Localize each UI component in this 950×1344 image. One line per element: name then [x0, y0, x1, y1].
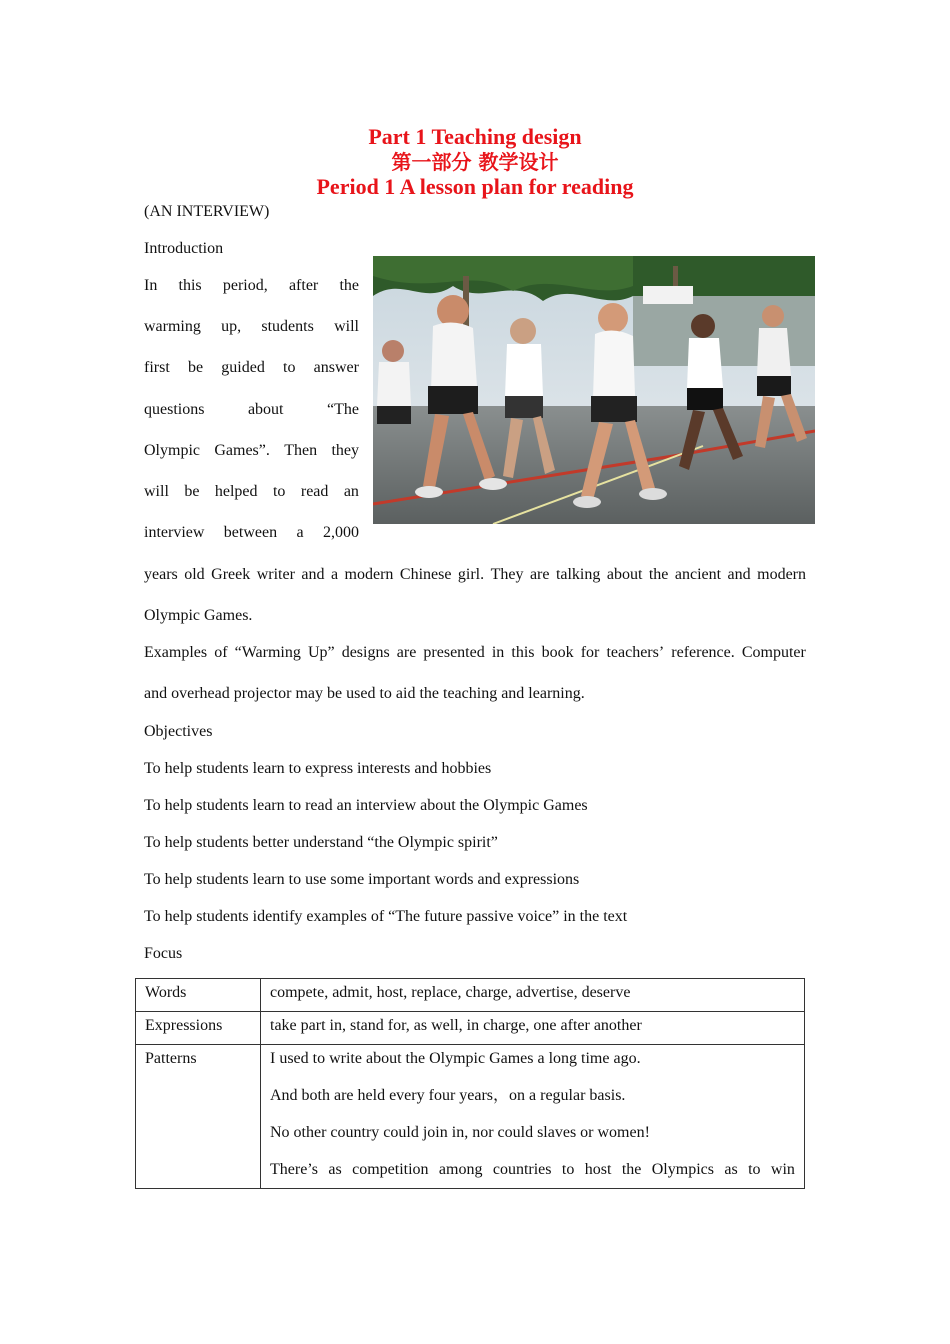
- table-cell-label: Words: [136, 979, 261, 1012]
- word: the: [339, 277, 359, 294]
- objective-item: To help students learn to read an interview about the Olympic Games: [144, 797, 588, 814]
- word: among: [438, 1161, 483, 1178]
- introduction-last-line: Olympic Games.: [144, 607, 253, 624]
- word: for: [580, 644, 600, 661]
- table-cell-label: Expressions: [136, 1012, 261, 1045]
- warming-line-2: and overhead projector may be used to aid the teaching and learning.: [144, 685, 585, 702]
- word: Computer: [741, 644, 806, 661]
- table-row: [136, 979, 805, 1012]
- word: will: [144, 483, 169, 500]
- word: after: [288, 277, 319, 294]
- word: the: [648, 566, 669, 583]
- word: this: [178, 277, 202, 294]
- introduction-line: [144, 482, 359, 502]
- word: There’s: [270, 1161, 318, 1178]
- introduction-line: [144, 358, 359, 378]
- word: read: [300, 483, 329, 500]
- pattern-line: And both are held every four years，on a regular basis.: [270, 1087, 626, 1104]
- word: interview: [144, 524, 205, 541]
- word: book: [541, 644, 574, 661]
- word: be: [184, 483, 200, 500]
- table-row: [136, 1012, 805, 1045]
- table-cell-value: take part in, stand for, as well, in charge, one after another: [261, 1012, 805, 1045]
- word: Examples: [144, 644, 208, 661]
- word: period,: [222, 277, 268, 294]
- word: about: [606, 566, 643, 583]
- focus-table: [135, 978, 805, 1189]
- word: competition: [352, 1161, 429, 1178]
- word: are: [396, 644, 417, 661]
- subtitle: (AN INTERVIEW): [144, 203, 270, 220]
- word: Chinese: [399, 566, 452, 583]
- objective-item: To help students better understand “the Olympic spirit”: [144, 834, 498, 851]
- word: be: [187, 359, 204, 376]
- focus-heading: Focus: [144, 945, 183, 962]
- word: teachers’: [606, 644, 665, 661]
- word: and: [301, 566, 325, 583]
- word: modern: [344, 566, 394, 583]
- objective-item: To help students identify examples of “The future passive voice” in the text: [144, 908, 628, 925]
- word: old: [184, 566, 205, 583]
- title-chinese: 第一部分 教学设计: [391, 150, 559, 174]
- word: “Warming: [234, 644, 301, 661]
- word: They: [490, 566, 524, 583]
- objective-item: To help students learn to express interests and hobbies: [144, 760, 492, 777]
- word: Greek: [211, 566, 251, 583]
- word: presented: [423, 644, 485, 661]
- word: modern: [757, 566, 806, 583]
- word: first: [144, 359, 170, 376]
- word: girl.: [457, 566, 485, 583]
- introduction-line: [144, 400, 359, 420]
- word: to: [561, 1161, 575, 1178]
- word: countries: [492, 1161, 552, 1178]
- word: the: [621, 1161, 642, 1178]
- objective-item: To help students learn to use some important words and expressions: [144, 871, 580, 888]
- word: In: [144, 277, 158, 294]
- objectives-heading: Objectives: [144, 723, 213, 740]
- word: Olympics: [651, 1161, 714, 1178]
- pattern-line: I used to write about the Olympic Games a long time ago.: [270, 1050, 641, 1067]
- pattern-line: No other country could join in, nor could slaves or women!: [270, 1124, 650, 1141]
- word: “The: [327, 401, 359, 418]
- title-part: Part 1 Teaching design: [368, 124, 582, 149]
- word: will: [334, 318, 359, 335]
- word: warming: [144, 318, 201, 335]
- word: reference.: [671, 644, 735, 661]
- word: talking: [555, 566, 601, 583]
- table-cell-label: Patterns: [136, 1045, 261, 1189]
- word: and: [727, 566, 751, 583]
- word: guided: [221, 359, 265, 376]
- title-period: Period 1 A lesson plan for reading: [316, 174, 634, 199]
- word: a: [330, 566, 339, 583]
- word: to: [748, 1161, 761, 1178]
- word: ancient: [674, 566, 722, 583]
- word: they: [331, 442, 359, 459]
- word: writer: [256, 566, 295, 583]
- word: Then: [284, 442, 318, 459]
- word: are: [529, 566, 550, 583]
- word: Games”.: [214, 442, 270, 459]
- word: answer: [313, 359, 359, 376]
- table-row: [136, 1045, 805, 1189]
- word: 2,000: [322, 524, 359, 541]
- table-cell-value: compete, admit, host, replace, charge, advertise, deserve: [261, 979, 805, 1012]
- introduction-full-line: [144, 565, 806, 585]
- word: an: [343, 483, 359, 500]
- word: host: [584, 1161, 612, 1178]
- word: years: [144, 566, 178, 583]
- word: to: [272, 483, 286, 500]
- introduction-heading: Introduction: [144, 240, 224, 257]
- word: up,: [221, 318, 242, 335]
- word: questions: [144, 401, 205, 418]
- introduction-line: [144, 276, 359, 296]
- word: a: [296, 524, 304, 541]
- word: Up”: [307, 644, 335, 661]
- word: designs: [341, 644, 390, 661]
- introduction-line: [144, 317, 359, 337]
- word: students: [261, 318, 314, 335]
- word: win: [770, 1161, 795, 1178]
- word: as: [328, 1161, 342, 1178]
- warming-line-1: [144, 643, 806, 663]
- word: in: [491, 644, 505, 661]
- word: this: [511, 644, 535, 661]
- word: Olympic: [144, 442, 200, 459]
- word: of: [214, 644, 228, 661]
- word: about: [247, 401, 284, 418]
- introduction-line: [144, 441, 359, 461]
- word: between: [223, 524, 278, 541]
- runners-photo: [373, 256, 815, 524]
- pattern-line: [270, 1160, 795, 1180]
- word: to: [283, 359, 296, 376]
- table-cell-patterns: [261, 1045, 805, 1189]
- introduction-line: [144, 523, 359, 543]
- word: helped: [214, 483, 258, 500]
- word: as: [724, 1161, 738, 1178]
